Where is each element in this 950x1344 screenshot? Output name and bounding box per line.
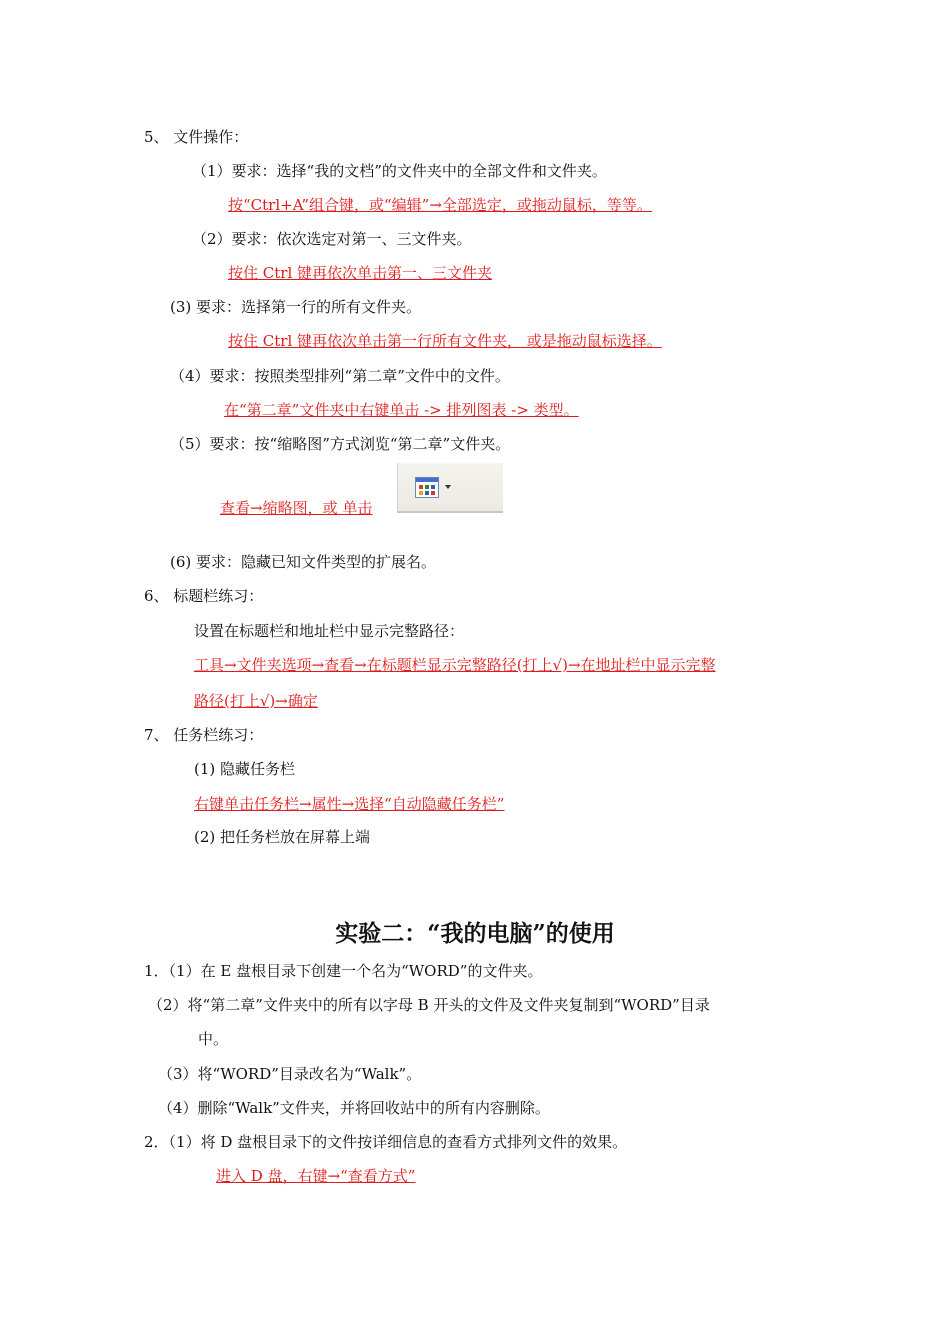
section-7-item-1: (1) 隐藏任务栏 — [194, 760, 296, 778]
section-7-item-1-answer: 右键单击任务栏→属性→选择“自动隐藏任务栏” — [194, 795, 505, 813]
section-6-answer-line-1: 工具→文件夹选项→查看→在标题栏显示完整路径(打上√)→在地址栏中显示完整 — [194, 656, 716, 674]
exp2-task-1-4: （4）删除“Walk”文件夹，并将回收站中的所有内容删除。 — [158, 1099, 550, 1117]
toolbar-view-button[interactable] — [397, 463, 503, 513]
item-5-answer: 查看→缩略图，或 单击 — [220, 499, 373, 517]
section-7-item-2: (2) 把任务栏放在屏幕上端 — [194, 828, 371, 846]
item-3-requirement: (3) 要求：选择第一行的所有文件夹。 — [170, 298, 422, 316]
item-3-answer: 按住 Ctrl 键再依次单击第一行所有文件夹， 或是拖动鼠标选择。 — [228, 332, 662, 350]
section-6-answer-line-2: 路径(打上√)→确定 — [194, 692, 318, 710]
section-7-heading: 7、 任务栏练习： — [144, 726, 264, 744]
item-4-answer: 在“第二章”文件夹中右键单击 -> 排列图表 -> 类型。 — [224, 401, 579, 419]
experiment-2-title: 实验二：“我的电脑”的使用 — [335, 920, 615, 947]
view-thumbnails-icon — [415, 477, 439, 498]
exp2-task-2-1-answer: 进入 D 盘，右键→“查看方式” — [216, 1167, 416, 1185]
exp2-task-1-3: （3）将“WORD”目录改名为“Walk”。 — [158, 1065, 422, 1083]
item-6-requirement: (6) 要求：隐藏已知文件类型的扩展名。 — [170, 553, 437, 571]
item-1-requirement: （1）要求：选择“我的文档”的文件夹中的全部文件和文件夹。 — [192, 162, 607, 180]
chevron-down-icon — [445, 485, 451, 489]
item-2-requirement: （2）要求：依次选定对第一、三文件夹。 — [192, 230, 472, 248]
item-4-requirement: （4）要求：按照类型排列“第二章”文件中的文件。 — [170, 367, 510, 385]
exp2-task-1-1: 1．（1）在 E 盘根目录下创建一个名为“WORD”的文件夹。 — [144, 962, 543, 980]
section-6-requirement: 设置在标题栏和地址栏中显示完整路径： — [194, 622, 465, 640]
item-2-answer: 按住 Ctrl 键再依次单击第一、三文件夹 — [228, 264, 493, 282]
exp2-task-2-1: 2．（1）将 D 盘根目录下的文件按详细信息的查看方式排列文件的效果。 — [144, 1133, 628, 1151]
exp2-task-1-2: （2）将“第二章”文件夹中的所有以字母 B 开头的文件及文件夹复制到“WORD”目录 — [148, 996, 710, 1014]
exp2-task-1-2-continued: 中。 — [198, 1030, 229, 1048]
item-5-requirement: （5）要求：按“缩略图”方式浏览“第二章”文件夹。 — [170, 435, 511, 453]
section-6-heading: 6、 标题栏练习： — [144, 587, 264, 605]
section-5-heading: 5、 文件操作： — [144, 128, 249, 146]
item-1-answer: 按“Ctrl+A”组合键，或“编辑”→全部选定，或拖动鼠标，等等。 — [228, 196, 652, 214]
